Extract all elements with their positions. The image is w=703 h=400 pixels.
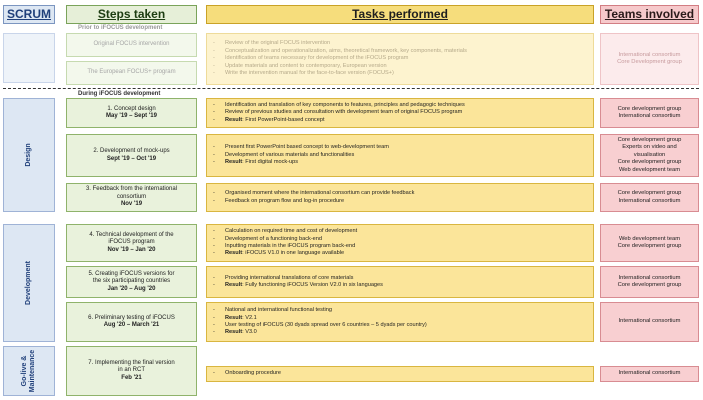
step-5 bbox=[66, 266, 197, 298]
teams-3 bbox=[600, 183, 699, 212]
team-label: Web development team bbox=[618, 166, 681, 173]
teams-6 bbox=[600, 302, 699, 342]
task-item: - Conceptualization and operationalization, aims, theoretical framework, key components, materials bbox=[213, 48, 587, 55]
teams-5 bbox=[600, 266, 699, 298]
team-label: Web development team bbox=[618, 235, 681, 242]
task-item: - Review of the original FOCUS intervention bbox=[213, 40, 587, 47]
prior-step-original-focus bbox=[66, 33, 197, 57]
header-teams-involved: Teams involved bbox=[600, 5, 699, 24]
step-date: Jan '20 – Aug '20 bbox=[107, 285, 156, 292]
task-item: - Calculation on required time and cost of development bbox=[213, 228, 587, 235]
step-title: 3. Feedback from the international bbox=[85, 186, 178, 193]
result-text: : First digital mock-ups bbox=[242, 159, 299, 166]
task-result bbox=[213, 282, 587, 289]
result-label: Result bbox=[225, 116, 243, 123]
team-label: Core development group bbox=[617, 159, 682, 166]
result-text: : Fully functioning iFOCUS Version V2.0 in six languages bbox=[242, 282, 383, 288]
task-item: - Feedback on program flow and log-in procedure bbox=[213, 198, 587, 205]
tasks-7 bbox=[206, 366, 594, 382]
task-item: - Write the intervention manual for the face-to-face version (FOCUS+) bbox=[213, 70, 587, 77]
step-7 bbox=[66, 346, 197, 396]
team-label: International consortium bbox=[618, 51, 681, 58]
prior-teams bbox=[600, 33, 699, 85]
team-label: International consortium bbox=[618, 370, 681, 377]
step-date: May '19 – Sept '19 bbox=[106, 113, 157, 119]
task-item: - Providing international translations of core materials bbox=[213, 275, 587, 282]
golive-line-1: Go-live & bbox=[21, 355, 28, 387]
header-steps-taken: Steps taken bbox=[66, 5, 197, 24]
task-item: - Review of previous studies and consultation with development team of original FOCUS program bbox=[213, 109, 587, 116]
result-text: : V3.0 bbox=[242, 329, 257, 336]
step-date: Aug '20 – March '21 bbox=[103, 322, 160, 328]
result-label: Result bbox=[225, 250, 243, 257]
header-tasks-performed: Tasks performed bbox=[206, 5, 594, 24]
result-text: : First PowerPoint-based concept bbox=[242, 116, 325, 123]
step-title: 4. Technical development of the bbox=[89, 231, 174, 238]
task-item: - National and international functional testing bbox=[213, 307, 587, 314]
phase-label-during: During iFOCUS development bbox=[78, 91, 161, 97]
team-label: Core Development group bbox=[617, 59, 682, 65]
team-label: Experts on video and bbox=[622, 144, 677, 151]
prior-step-european-focus bbox=[66, 61, 197, 85]
result-label: Result bbox=[225, 329, 243, 336]
team-label: International consortium bbox=[618, 113, 681, 119]
result-label: Result bbox=[225, 159, 243, 166]
result-label: Result bbox=[225, 314, 243, 321]
teams-7 bbox=[600, 366, 699, 382]
header-scrum: SCRUM bbox=[3, 5, 55, 24]
team-label: Core development group bbox=[617, 243, 682, 249]
team-label: International consortium bbox=[618, 274, 681, 281]
step-title-2: consortium bbox=[116, 193, 147, 200]
step-date: Feb '21 bbox=[121, 374, 142, 381]
tasks-2 bbox=[206, 134, 594, 177]
scrum-cell-prior bbox=[3, 33, 55, 83]
phase-label-prior: Prior to iFOCUS development bbox=[78, 25, 163, 31]
step-title-2: in an RCT bbox=[117, 367, 145, 374]
step-2 bbox=[66, 134, 197, 177]
step-date: Nov '19 bbox=[120, 201, 143, 208]
task-item: - Inputting materials in the iFOCUS program back-end bbox=[213, 243, 587, 250]
scrum-label-design: Design bbox=[25, 143, 32, 167]
task-result bbox=[213, 315, 587, 322]
result-label: Result bbox=[225, 282, 243, 288]
result-text: : iFOCUS V1.0 in one language available bbox=[242, 250, 345, 257]
task-item: - Present first PowerPoint based concept to web-development team bbox=[213, 144, 587, 151]
tasks-6 bbox=[206, 302, 594, 342]
tasks-1 bbox=[206, 98, 594, 128]
step-title-2: iFOCUS program bbox=[108, 239, 155, 246]
task-item: - Update materials and content to contemporary, European version bbox=[213, 63, 587, 70]
scrum-label-golive bbox=[21, 350, 37, 392]
tasks-5 bbox=[206, 266, 594, 298]
scrum-golive bbox=[3, 346, 55, 396]
task-item: - Onboarding procedure bbox=[213, 370, 587, 377]
team-label: International consortium bbox=[618, 318, 681, 325]
step-6 bbox=[66, 302, 197, 342]
task-item: - Development of various materials and functionalities bbox=[213, 152, 587, 159]
tasks-3 bbox=[206, 183, 594, 212]
scrum-design bbox=[3, 98, 55, 212]
teams-2 bbox=[600, 134, 699, 177]
step-title: 1. Concept design bbox=[107, 105, 156, 112]
step-title: 5. Creating iFOCUS versions for bbox=[88, 270, 175, 277]
phase-divider bbox=[3, 88, 699, 89]
step-title-2: the six participating countries bbox=[92, 278, 171, 285]
tasks-4 bbox=[206, 224, 594, 262]
step-title: 7. Implementing the final version bbox=[88, 359, 175, 366]
task-item: - Identification of teams necessary for development of the iFOCUS program bbox=[213, 55, 587, 62]
teams-4 bbox=[600, 224, 699, 262]
scrum-development bbox=[3, 224, 55, 342]
result-text: : V2.1 bbox=[242, 314, 257, 321]
step-title: 2. Development of mock-ups bbox=[93, 148, 170, 154]
team-label: Core development group bbox=[617, 105, 682, 112]
team-label: Core development group bbox=[617, 190, 682, 196]
prior-step-label: The European FOCUS+ program bbox=[87, 69, 176, 76]
team-label: visualisation bbox=[633, 151, 666, 158]
task-item: - Development of a functioning back-end bbox=[213, 236, 587, 243]
task-result bbox=[213, 117, 587, 124]
task-result bbox=[213, 159, 587, 166]
task-item: - User testing of iFOCUS (30 dyads spread over 6 countries – 5 dyads per country) bbox=[213, 322, 587, 329]
task-item: - Organised moment where the international consortium can provide feedback bbox=[213, 190, 587, 197]
team-label: Core development group bbox=[617, 136, 682, 143]
task-item: - Identification and translation of key components to features, principles and pedagogic techniques bbox=[213, 102, 587, 109]
team-label: Core development group bbox=[617, 282, 682, 288]
step-title: 6. Preliminary testing of iFOCUS bbox=[88, 314, 175, 321]
prior-step-label: Original FOCUS intervention bbox=[93, 41, 170, 48]
prior-tasks bbox=[206, 33, 594, 85]
task-result bbox=[213, 329, 587, 336]
golive-line-2: Maintenance bbox=[29, 349, 36, 393]
step-1 bbox=[66, 98, 197, 128]
task-result bbox=[213, 250, 587, 257]
step-4 bbox=[66, 224, 197, 262]
teams-1 bbox=[600, 98, 699, 128]
step-date: Nov '19 – Jan '20 bbox=[107, 246, 156, 253]
team-label: International consortium bbox=[618, 197, 681, 204]
scrum-label-development: Development bbox=[25, 261, 32, 305]
step-date: Sept '19 – Oct '19 bbox=[106, 155, 157, 162]
step-3 bbox=[66, 183, 197, 212]
